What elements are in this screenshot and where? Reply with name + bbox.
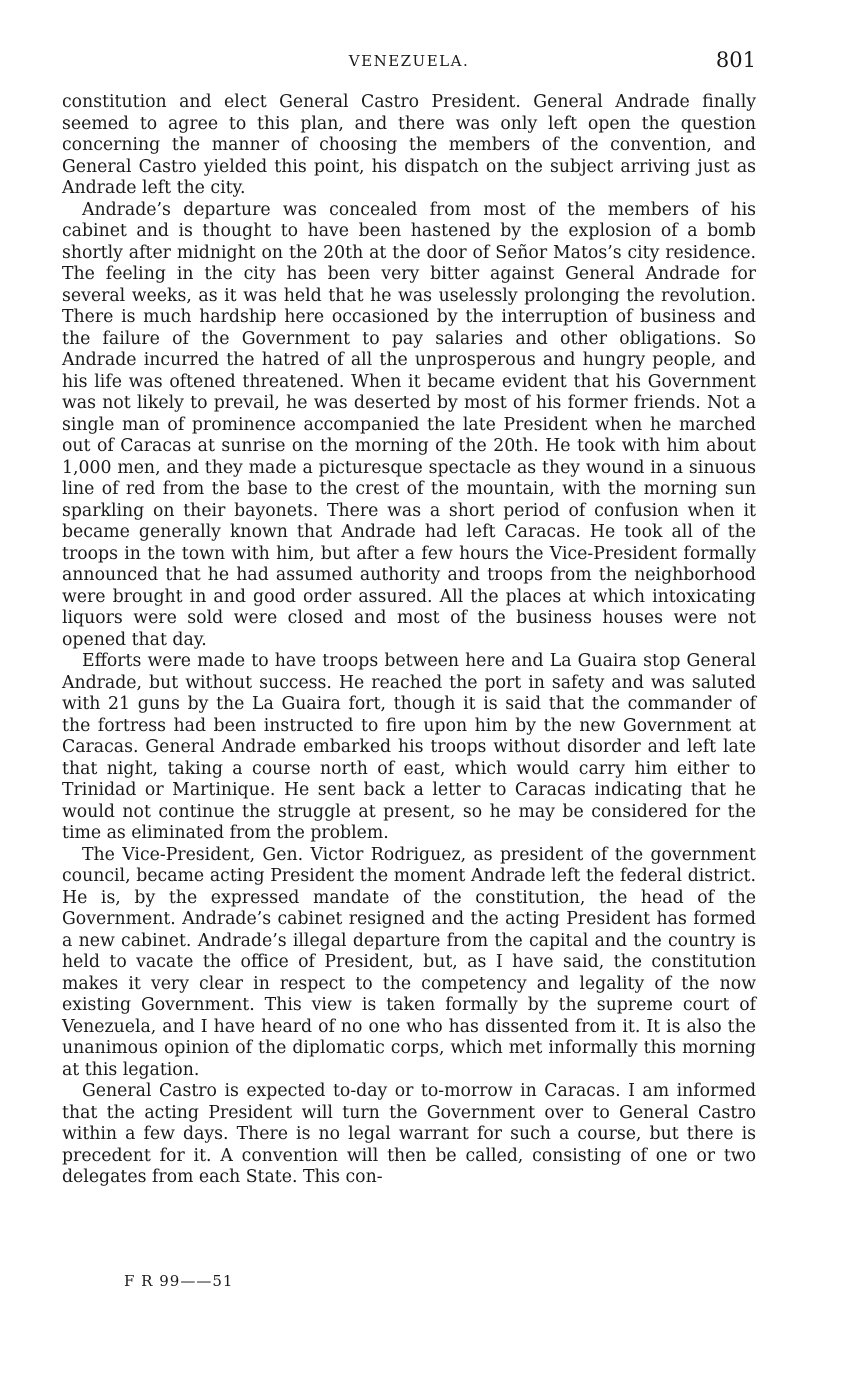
body-text bbox=[62, 92, 756, 1189]
running-title: VENEZUELA. bbox=[348, 52, 470, 70]
document-page bbox=[62, 48, 756, 1189]
paragraph: General Castro is expected to-day or to-morrow in Caracas. I am informed that the acting President will turn the Government over to General Castro within a few days. There is no legal warrant for such a course, but there is precedent for it. A convention will then be called, consisting of one or two delegates from each State. This con- bbox=[62, 1081, 756, 1187]
page-number: 801 bbox=[715, 48, 756, 72]
signature-mark: F R 99——51 bbox=[124, 1272, 234, 1290]
paragraph: Efforts were made to have troops between here and La Guaira stop General Andrade, but without success. He reached the port in safety and was saluted with 21 guns by the La Guaira fort, though it is said that the commander of the fortress had been instructed to fire upon him by the new Government at Caracas. General Andrade embarked his troops without disorder and left late that night, taking a course north of east, which would carry him either to Trinidad or Martinique. He sent back a letter to Caracas indicating that he would not continue the struggle at present, so he may be considered for the time as eliminated from the problem. bbox=[62, 651, 756, 843]
paragraph: The Vice-President, Gen. Victor Rodriguez, as president of the government council, became acting President the moment Andrade left the federal district. He is, by the expressed mandate of the constitution, the head of the Government. Andrade’s cabinet resigned and the acting President has formed a new cabinet. Andrade’s illegal departure from the capital and the country is held to vacate the office of President, but, as I have said, the constitution makes it very clear in respect to the competency and legality of the now existing Government. This view is taken formally by the supreme court of Venezuela, and I have heard of no one who has dissented from it. It is also the unanimous opinion of the diplomatic corps, which met informally this morning at this legation. bbox=[62, 844, 756, 1080]
paragraph: Andrade’s departure was concealed from most of the members of his cabinet and is thought to have been hastened by the explosion of a bomb shortly after midnight on the 20th at the door of Señor Matos’s city residence. The feeling in the city has been very bitter against General Andrade for several weeks, as it was held that he was uselessly prolonging the revolution. There is much hardship here occasioned by the interruption of business and the failure of the Government to pay salaries and other obligations. So Andrade incurred the hatred of all the unprosperous and hungry people, and his life was oftened threatened. When it became evident that his Government was not likely to prevail, he was deserted by most of his former friends. Not a single man of prominence accompanied the late President when he marched out of Caracas at sunrise on the morning of the 20th. He took with him about 1,000 men, and they made a picturesque spectacle as they wound in a sinuous line of red from the base to the crest of the mountain, with the morning sun sparkling on their bayonets. There was a short period of confusion when it became generally known that Andrade had left Caracas. He took all of the troops in the town with him, but after a few hours the Vice-President formally announced that he had assumed authority and troops from the neighborhood were brought in and good order assured. All the places at which intoxicating liquors were sold were closed and most of the business houses were not opened that day. bbox=[62, 199, 756, 650]
running-head bbox=[62, 48, 756, 76]
paragraph-continuation: constitution and elect General Castro President. General Andrade finally seemed to agree to this plan, and there was only left open the question concerning the manner of choosing the members of the convention, and General Castro yielded this point, his dispatch on the subject arriving just as Andrade left the city. bbox=[62, 92, 756, 198]
